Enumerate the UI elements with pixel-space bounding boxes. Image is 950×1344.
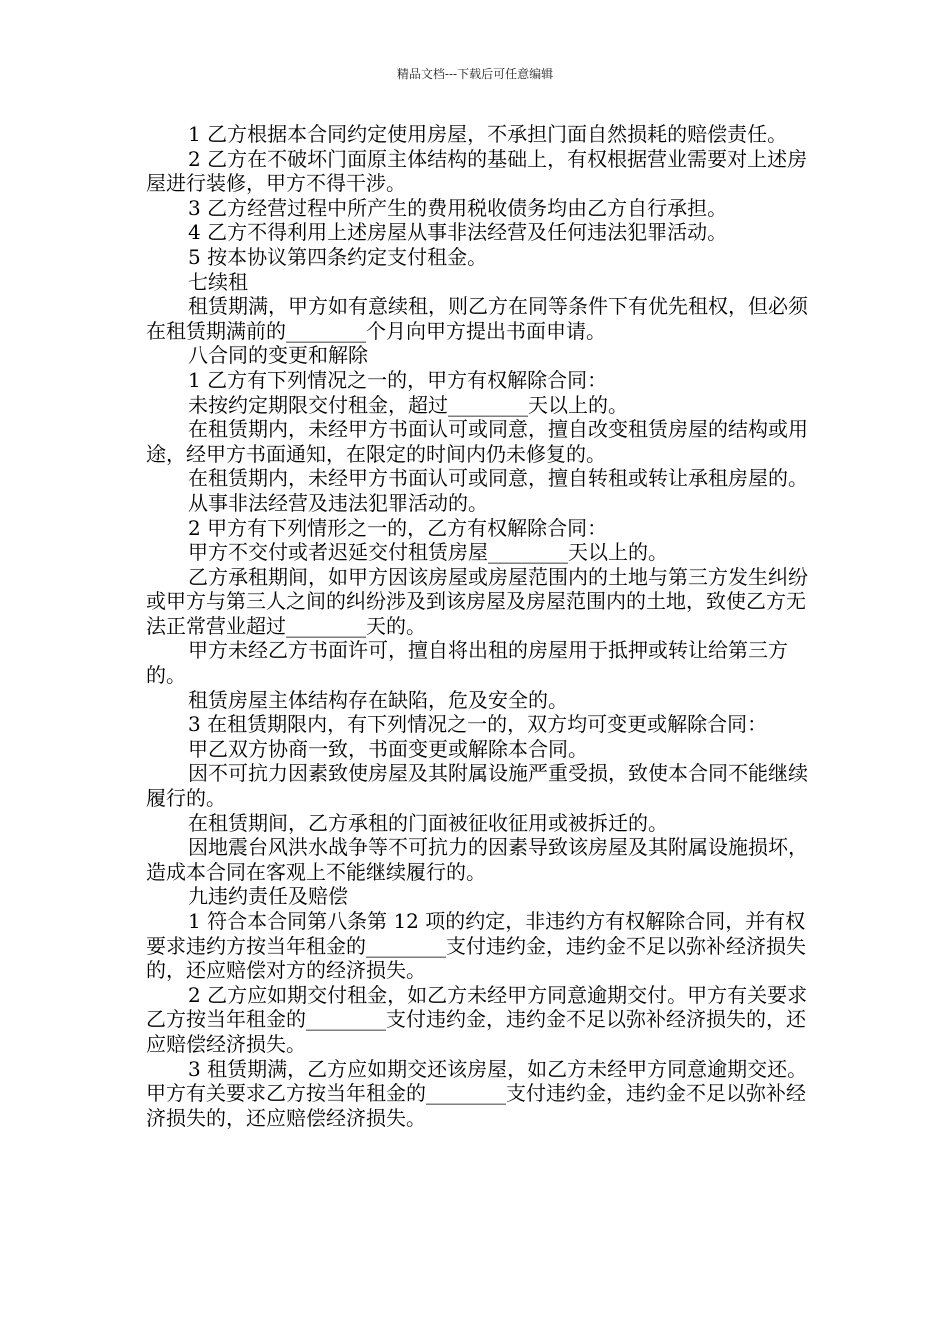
section-heading-change: 八合同的变更和解除 xyxy=(188,343,368,368)
paragraph-1: 1 乙方根据本合同约定使用房屋，不承担门面自然损耗的赔偿责任。 xyxy=(188,122,788,146)
paragraph-9: 在租赁期内，未经甲方书面认可或同意，擅自改变租赁房屋的结构或用途，经甲方书面通知，在限定的时间内仍未修复的。 xyxy=(146,417,808,466)
section-heading-renewal: 七续租 xyxy=(188,269,248,294)
paragraph-12: 2 甲方有下列情形之一的，乙方有权解除合同： xyxy=(188,515,608,540)
paragraph-14: 乙方承租期间，如甲方因该房屋或房屋范围内的土地与第三方发生纠纷或甲方与第三人之间的纠纷涉及到该房屋及房屋范围内的土地，致使乙方无法正常营业超过________天的。 xyxy=(146,564,808,638)
paragraph-20: 在租赁期间，乙方承租的门面被征收征用或被拆迁的。 xyxy=(188,810,668,835)
paragraph-15: 甲方未经乙方书面许可，擅自将出租的房屋用于抵押或转让给第三方的。 xyxy=(146,638,788,688)
paragraph-4: 4 乙方不得利用上述房屋从事非法经营及任何违法犯罪活动。 xyxy=(188,220,728,245)
page-header: 精品文档---下载后可任意编辑 xyxy=(396,67,554,81)
document-body xyxy=(146,122,808,1130)
paragraph-13: 甲方不交付或者迟延交付租赁房屋________天以上的。 xyxy=(188,540,668,565)
paragraph-18: 甲乙双方协商一致，书面变更或解除本合同。 xyxy=(188,736,588,761)
paragraph-3: 3 乙方经营过程中所产生的费用税收债务均由乙方自行承担。 xyxy=(188,195,728,220)
paragraph-16: 租赁房屋主体结构存在缺陷，危及安全的。 xyxy=(188,687,568,712)
paragraph-10: 在租赁期内，未经甲方书面认可或同意，擅自转租或转让承租房屋的。 xyxy=(188,466,808,491)
paragraph-6: 租赁期满，甲方如有意续租，则乙方在同等条件下有优先租权，但必须在租赁期满前的________个月向甲方提出书面申请。 xyxy=(146,294,808,343)
paragraph-19: 因不可抗力因素致使房屋及其附属设施严重受损，致使本合同不能继续履行的。 xyxy=(146,761,808,811)
paragraph-5: 5 按本协议第四条约定支付租金。 xyxy=(188,244,488,269)
paragraph-21: 因地震台风洪水战争等不可抗力的因素导致该房屋及其附属设施损坏，造成本合同在客观上不能继续履行的。 xyxy=(146,835,808,884)
section-heading-liability: 九违约责任及赔偿 xyxy=(188,884,348,909)
paragraph-11: 从事非法经营及违法犯罪活动的。 xyxy=(188,490,488,515)
paragraph-2: 2 乙方在不破坏门面原主体结构的基础上，有权根据营业需要对上述房屋进行装修，甲方不得干涉。 xyxy=(146,146,808,196)
paragraph-8: 未按约定期限交付租金，超过________天以上的。 xyxy=(188,392,628,417)
paragraph-17: 3 在租赁期限内，有下列情况之一的，双方均可变更或解除合同： xyxy=(188,712,768,737)
paragraph-24: 3 租赁期满，乙方应如期交还该房屋，如乙方未经甲方同意逾期交还。甲方有关要求乙方按当年租金的________支付违约金，违约金不足以弥补经济损失的，还应赔偿经济损失。 xyxy=(146,1056,808,1130)
paragraph-23: 2 乙方应如期交付租金，如乙方未经甲方同意逾期交付。甲方有关要求乙方按当年租金的________支付违约金，违约金不足以弥补经济损失的，还应赔偿经济损失。 xyxy=(146,982,808,1056)
paragraph-22: 1 符合本合同第八条第 12 项的约定，非违约方有权解除合同，并有权要求违约方按当年租金的________支付违约金，违约金不足以弥补经济损失的，还应赔偿对方的经济损失。 xyxy=(146,909,806,983)
paragraph-7: 1 乙方有下列情况之一的，甲方有权解除合同： xyxy=(188,367,608,392)
